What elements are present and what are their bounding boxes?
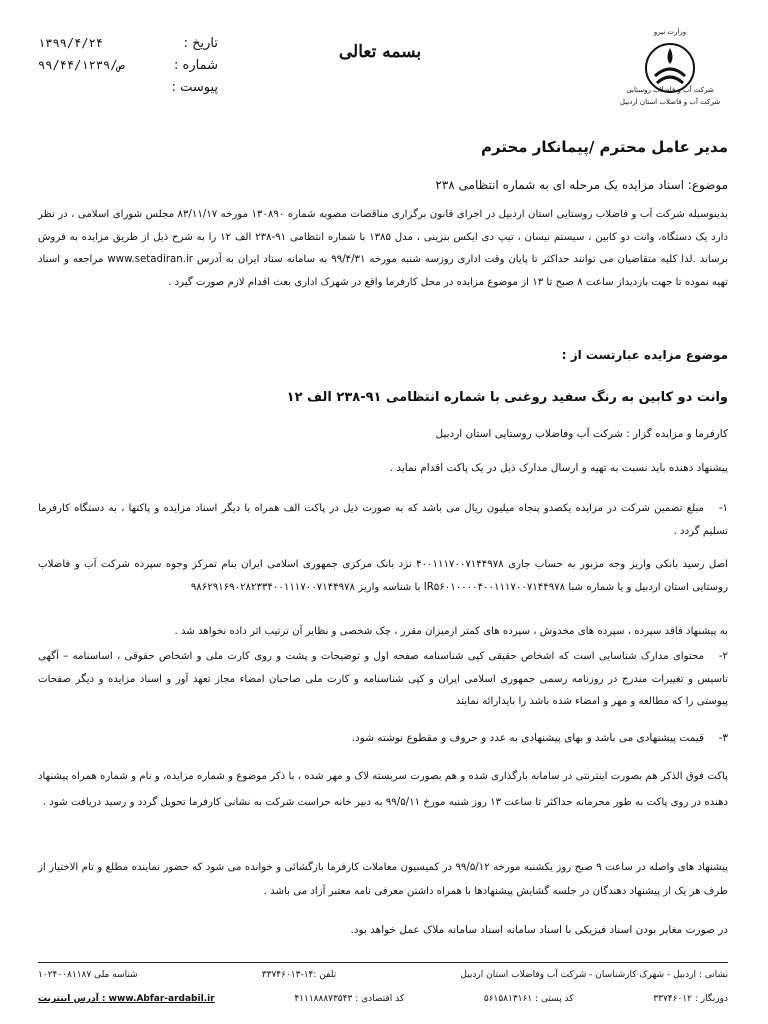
letter-meta bbox=[38, 32, 218, 98]
item-1-number: ۱- bbox=[718, 503, 728, 514]
footer-postal-code: کد پستی : ۵۶۱۵۸۱۳۱۶۱ bbox=[483, 994, 574, 1004]
number-value: ۹۹/۴۴/۱۲۳۹/ص bbox=[38, 58, 125, 72]
intro-paragraph: بدینوسیله شرکت آب و فاضلاب روستایی استان اردبیل در اجرای قانون برگزاری مناقصات مصوبه شماره ۱۳۰۸۹۰ مورخه ۸۳/۱۱/۱۷ مجلس شورای اسلامی ، در نظر دارد یک دستگاه، وانت دو کابین ، سیستم نیسان ، تیپ دی ایکس بنزینی ، مدل ۱۳۸۵ با شماره انتظامی ۹۱-۲۳۸ الف ۱۲ را به شرح ذیل از طریق مزایده به فروش برساند .لذا کلیه متقاضیان می توانند حداکثر تا پایان وقت اداری روزسه شنبه مورخه ۹۹/۴/۳۱ به سامانه ستاد ایران به آدرس www.setadiran.ir مراجعه و اسناد تهیه نموده تا جهت بازدیداز ساعت ۸ صبح تا ۱۳ از موضوع مزایده در محل کارفرما واقع در شهرک اداری بعث اقدام لازم صورت گیرد . bbox=[38, 209, 728, 288]
footer-phone: تلفن :۱۴-۳۳۷۴۶۰۱۳ bbox=[261, 970, 337, 980]
item-2-number: ۲- bbox=[718, 651, 728, 662]
footer-website-link[interactable]: www.Abfar-ardabil.ir : آدرس اینترنت bbox=[38, 994, 215, 1004]
deposit-paragraph: اصل رسید بانکی واریز وجه مزبور به حساب جاری ۴۰۰۱۱۱۷۰۰۷۱۴۴۹۷۸ نزد بانک مرکزی جمهوری اسلامی ایران بنام تمرکز وجوه سپرده شرکت آب و فاضلاب روستایی استان اردبیل و یا شماره شبا IR۵۶۰۱۰۰۰۰۴۰۰۱۱۱۷۰۰۷۱۴۴۹۷۸ با شناسه واریز ۹۸۶۲۹۱۶۹۰۲۸۲۳۳۴۰۰۱۱۱۷۰۰۷۱۴۴۹۷۸ bbox=[38, 559, 729, 593]
item-3 bbox=[38, 732, 728, 744]
date-value: ۱۳۹۹/۴/۲۴ bbox=[38, 36, 104, 50]
date-label: تاریخ : bbox=[183, 35, 218, 51]
item-1-text: مبلغ تضمین شرکت در مزایده یکصدو پنجاه میلیون ریال می باشد که به صورت ذیل در پاکت الف همراه با دیگر اسناد مزایده و پاکتها ، به دستگاه کارفرما تسلیم گردد . bbox=[38, 503, 728, 537]
footer-address: نشانی : اردبیل - شهرک کارشناسان - شرکت آب وفاضلاب استان اردبیل bbox=[460, 970, 728, 980]
footer-fax: دورنگار : ۳۳۷۴۶۰۱۲ bbox=[653, 994, 728, 1004]
number-label: شماره : bbox=[174, 57, 218, 73]
attachment-row bbox=[38, 76, 218, 98]
water-drop-emblem-icon bbox=[615, 36, 725, 106]
attachment-label: پیوست : bbox=[171, 79, 218, 95]
subject-line: موضوع: اسناد مزایده یک مرحله ای به شماره انتظامی ۲۳۸ bbox=[435, 178, 728, 192]
item-1 bbox=[38, 498, 728, 543]
logo-company-line2: شرکت آب و فاضلاب استان اردبیل bbox=[619, 98, 721, 106]
addressee: مدیر عامل محترم /پیمانکار محترم bbox=[481, 138, 728, 156]
footer-economic-code: کد اقتصادی : ۴۱۱۱۸۸۸۷۳۵۴۳ bbox=[294, 994, 405, 1004]
item-3-text: قیمت پیشنهادی می باشد و بهای پیشنهادی به عدد و حروف و مقطوع نوشته شود. bbox=[351, 732, 704, 744]
employer-line: کارفرما و مزایده گزار : شرکت آب وفاضلاب روستایی استان اردبیل bbox=[435, 428, 728, 440]
bismillah-heading: بسمه تعالی bbox=[338, 42, 422, 62]
bidders-note: پیشنهاد دهنده باید نسبت به تهیه و ارسال مدارک ذیل در یک پاکت اقدام نماید . bbox=[389, 462, 728, 474]
footer-row-2 bbox=[38, 994, 728, 1004]
object-title: وانت دو کابین به رنگ سفید روغنی با شماره انتظامی ۹۱-۲۳۸ الف ۱۲ bbox=[286, 390, 728, 405]
item-2 bbox=[38, 646, 728, 714]
footer-divider bbox=[38, 962, 728, 963]
item-3-number: ۳- bbox=[718, 732, 728, 744]
company-logo bbox=[615, 28, 725, 110]
logo-ministry-text: وزارت نیرو bbox=[653, 28, 687, 36]
object-heading: موضوع مزایده عبارتست از : bbox=[561, 348, 728, 362]
footer-row-1 bbox=[38, 970, 728, 980]
footer-national-id: شناسه ملی ۱۰۲۴۰۰۸۱۱۸۷ bbox=[38, 970, 138, 980]
envelope-paragraph: پاکت فوق الذکر هم بصورت اینترنتی در سامانه بارگذاری شده و هم بصورت سربسته لاک و مهر شده ، با ذکر موضوع و شماره مزایده، و نام و شماره همراه پیشنهاد دهنده در روی پاکت به طور محرمانه حداکثر تا ساعت ۱۳ روز شنبه مورخ ۹۹/۵/۱۱ به دبیر خانه حراست شرکت به نشانی کارفرما تحویل گردد و رسید دریافت شود . bbox=[38, 771, 728, 808]
date-row bbox=[38, 32, 218, 54]
number-row bbox=[38, 54, 218, 76]
logo-company-line1: شرکت آب و فاضلاب روستایی bbox=[626, 86, 714, 94]
invalid-deposit-note: به پیشنهاد فاقد سپرده ، سپرده های مخدوش ، سپرده های کمتر ازمیزان مقرر ، چک شخصی و نظایر آن ترتیب اثر داده نخواهد شد . bbox=[174, 626, 728, 637]
discrepancy-note: در صورت مغایر بودن اسناد فیزیکی با اسناد سامانه اسناد سامانه ملاک عمل خواهد بود. bbox=[350, 924, 728, 936]
item-2-text: محتوای مدارک شناسایی است که اشخاص حقیقی کپی شناسنامه صفحه اول و توضیحات و پشت و روی کارت ملی و اشخاص حقوقی ، اساسنامه – آگهی تاسیس و تغییرات مندرج در روزنامه رسمی جمهوری اسلامی ایران و کپی شناسنامه و کارت ملی صاحبان امضاء مجاز تعهد آور و اسناد مزایده و دیگر صفحات پیوستی را که مطالعه و مهر و امضاء شده باشد را بایدارائه نمایند bbox=[38, 651, 728, 707]
opening-paragraph: پیشنهاد های واصله در ساعت ۹ صبح روز یکشنبه مورخه ۹۹/۵/۱۲ در کمیسیون معاملات کارفرما بازگشائی و خوانده می شود که حضور نماینده مطلع و تام الاختیار از طرف هر یک از پیشنهاد دهندگان در جلسه گشایش پیشنهادها با همراه داشتن معرفی نامه معتبر آزاد می باشد . bbox=[38, 862, 728, 897]
